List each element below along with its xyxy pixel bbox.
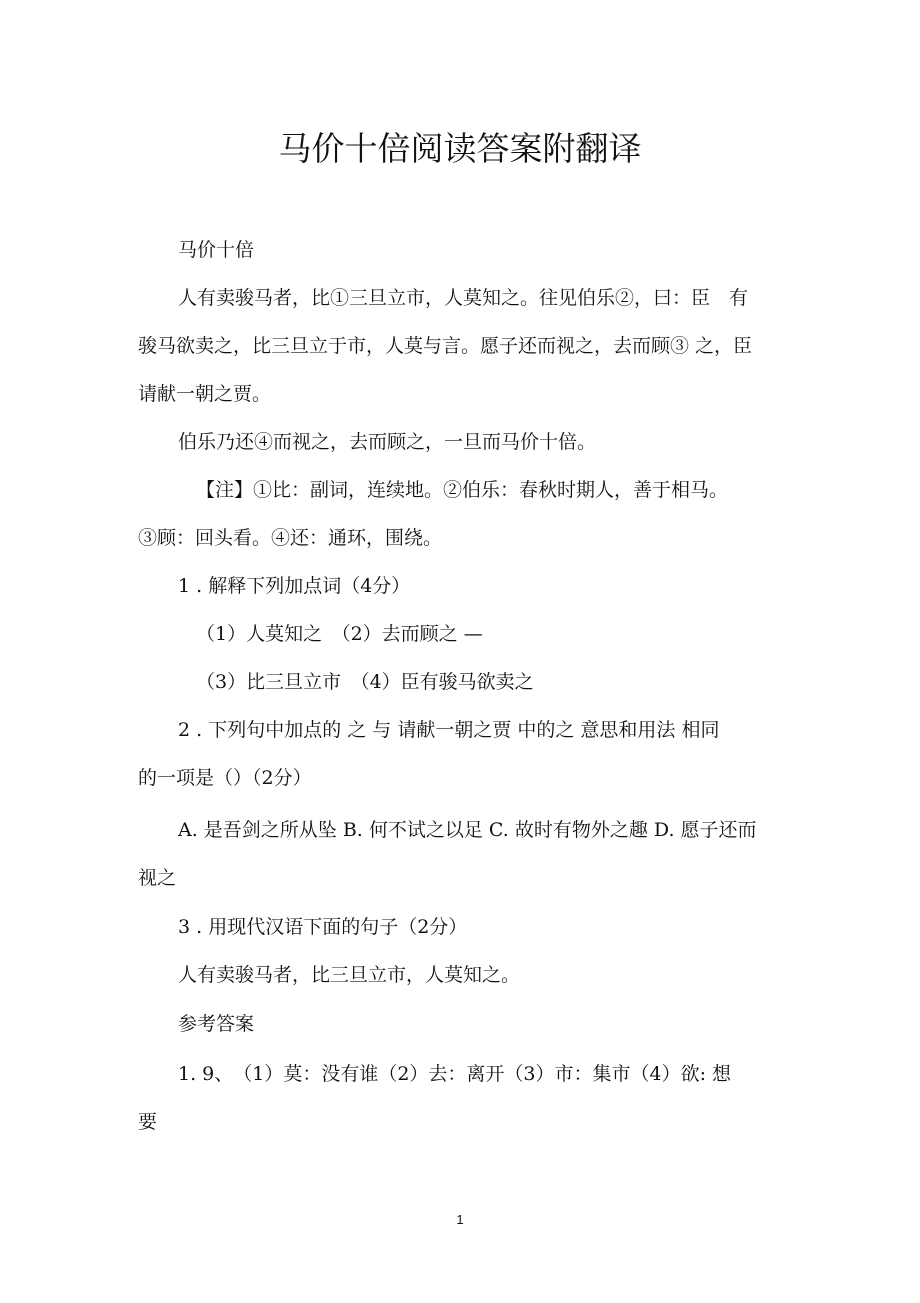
story-line-3: 请献一朝之贾。	[138, 383, 272, 405]
question-1: 1 . 解释下列加点词（4分）	[178, 575, 411, 597]
page-number: 1	[456, 1212, 464, 1227]
question-1-items-a: （1）人莫知之 （2）去而顾之 —	[196, 623, 483, 645]
question-2-line-2: 的一项是（）（2分）	[138, 767, 312, 789]
notes-line-1: 【注】①比：副词，连续地。②伯乐：春秋时期人，善于相马。	[196, 479, 729, 501]
text-heading: 马价十倍	[178, 239, 255, 261]
question-2-options-2: 视之	[138, 867, 177, 889]
story-line-4: 伯乐乃还④而视之，去而顾之，一旦而马价十倍。	[178, 431, 597, 453]
question-1-items-b: （3）比三旦立市 （4）臣有骏马欲卖之	[196, 671, 534, 693]
document-title: 马价十倍阅读答案附翻译	[278, 129, 642, 168]
question-3-text: 人有卖骏马者，比三旦立市，人莫知之。	[178, 964, 521, 986]
story-line-1: 人有卖骏马者，比①三旦立市，人莫知之。往见伯乐②，曰：臣 有	[178, 287, 749, 309]
question-2-options-1: A. 是吾剑之所从坠 B. 何不试之以足 C. 故时有物外之趣 D. 愿子还而	[178, 819, 757, 841]
answer-line-1: 1. 9、 （1）莫：没有谁（2）去：离开（3）市：集市（4）欲: 想	[178, 1063, 732, 1085]
answer-line-2: 要	[138, 1111, 158, 1133]
answer-heading: 参考答案	[178, 1013, 255, 1035]
question-3: 3 . 用现代汉语下面的句子（2分）	[178, 916, 468, 938]
question-2-line-1: 2 . 下列句中加点的 之 与 请献一朝之贾 中的之 意思和用法 相同	[178, 719, 720, 741]
story-line-2: 骏马欲卖之，比三旦立于市，人莫与言。愿子还而视之，去而顾③ 之，臣	[138, 335, 753, 357]
notes-line-2: ③顾：回头看。④还：通环，围绕。	[138, 527, 443, 549]
